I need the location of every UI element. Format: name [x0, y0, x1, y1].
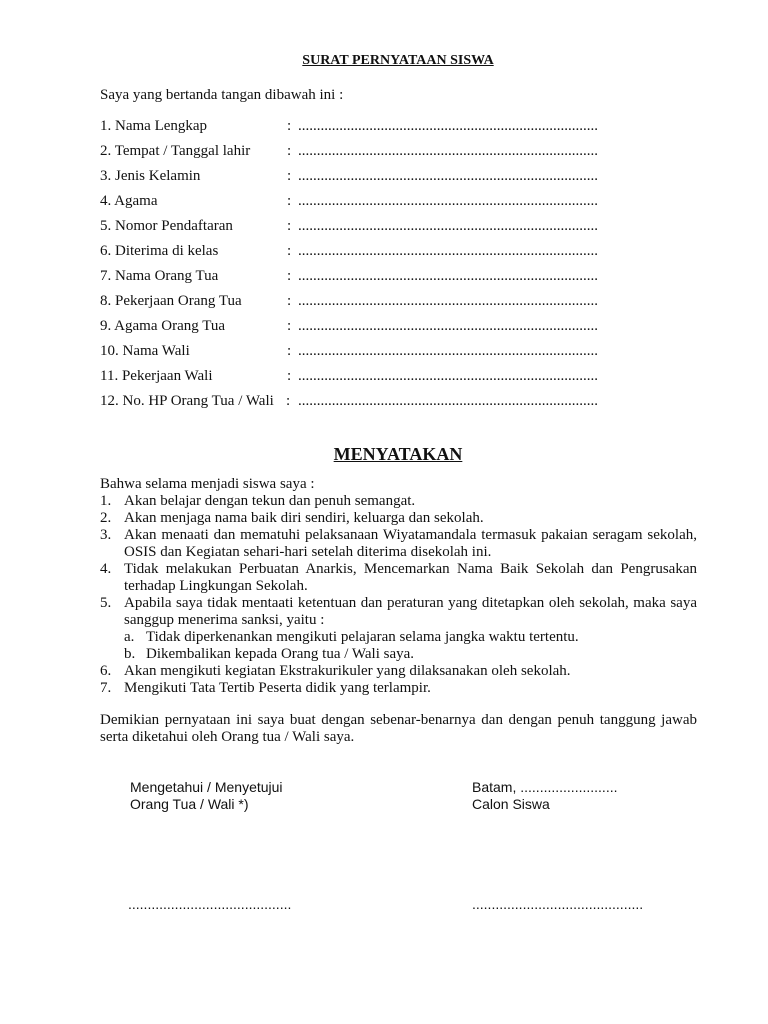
statement-intro: Bahwa selama menjadi siswa saya :	[100, 476, 315, 492]
statement-item	[100, 680, 697, 697]
field-colon: :	[287, 368, 292, 384]
field-label: 3. Jenis Kelamin	[100, 168, 201, 184]
field-colon: :	[286, 393, 291, 409]
item-text: Mengikuti Tata Tertib Peserta didik yang terlampir.	[124, 680, 431, 696]
statement-item	[100, 527, 697, 561]
statement-subitem	[100, 629, 697, 646]
statement-body	[100, 476, 697, 697]
item-number: 7.	[100, 680, 112, 696]
subitem-text: Dikembalikan kepada Orang tua / Wali saya.	[146, 646, 415, 662]
item-number: 6.	[100, 663, 112, 679]
field-colon: :	[287, 268, 292, 284]
statement-item	[100, 561, 697, 595]
field-blank: ................................................................................	[298, 293, 598, 309]
field-blank: ................................................................................	[298, 168, 598, 184]
field-colon: :	[287, 143, 292, 159]
student-label: Calon Siswa	[472, 796, 550, 812]
field-blank: ................................................................................	[298, 143, 598, 159]
field-blank: ................................................................................	[298, 193, 598, 209]
item-text: Tidak melakukan Perbuatan Anarkis, Mencemarkan Nama Baik Sekolah dan Pengrusakan terhadap Lingkungan Sekolah.	[124, 561, 697, 594]
field-blank: ................................................................................	[298, 243, 598, 259]
item-number: 5.	[100, 595, 112, 611]
statement-item	[100, 510, 697, 527]
field-label: 2. Tempat / Tanggal lahir	[100, 143, 251, 159]
field-colon: :	[287, 118, 292, 134]
item-number: 3.	[100, 527, 112, 543]
item-text: Akan menaati dan mematuhi pelaksanaan Wiyatamandala termasuk pakaian seragam sekolah, OSIS dan Kegiatan sehari-hari setelah diterima disekolah ini.	[124, 527, 697, 560]
field-blank: ................................................................................	[298, 318, 598, 334]
field-label: 5. Nomor Pendaftaran	[100, 218, 233, 234]
approval-label: Mengetahui / Menyetujui	[130, 779, 283, 795]
field-colon: :	[287, 193, 292, 209]
field-colon: :	[287, 343, 292, 359]
field-blank: ................................................................................	[298, 218, 598, 234]
field-label: 8. Pekerjaan Orang Tua	[100, 293, 242, 309]
field-colon: :	[287, 243, 292, 259]
student-signature-line: ............................................	[472, 896, 644, 912]
item-number: 2.	[100, 510, 112, 526]
place-date-line: Batam, .........................	[472, 779, 618, 795]
item-text: Akan menjaga nama baik diri sendiri, keluarga dan sekolah.	[124, 510, 484, 526]
closing-paragraph: Demikian pernyataan ini saya buat dengan sebenar-benarnya dan dengan penuh tanggung jawab serta diketahui oleh Orang tua / Wali saya.	[100, 712, 697, 745]
statement-heading: MENYATAKAN	[333, 444, 463, 464]
statement-item	[100, 663, 697, 680]
field-colon: :	[287, 218, 292, 234]
item-text: Akan mengikuti kegiatan Ekstrakurikuler yang dilaksanakan oleh sekolah.	[124, 663, 571, 679]
field-label: 4. Agama	[100, 193, 158, 209]
field-blank: ................................................................................	[298, 393, 598, 409]
field-label: 10. Nama Wali	[100, 343, 190, 359]
field-blank: ................................................................................	[298, 343, 598, 359]
parent-guardian-label: Orang Tua / Wali *)	[130, 796, 249, 812]
intro-text: Saya yang bertanda tangan dibawah ini :	[100, 87, 344, 103]
field-label: 1. Nama Lengkap	[100, 118, 208, 134]
field-blank: ................................................................................	[298, 268, 598, 284]
subitem-letter: b.	[124, 646, 136, 662]
field-blank: ................................................................................	[298, 118, 598, 134]
field-colon: :	[287, 318, 292, 334]
field-blank: ................................................................................	[298, 368, 598, 384]
item-number: 4.	[100, 561, 112, 577]
field-label: 7. Nama Orang Tua	[100, 268, 219, 284]
subitem-letter: a.	[124, 629, 135, 645]
field-label: 6. Diterima di kelas	[100, 243, 219, 259]
statement-item	[100, 493, 697, 510]
field-colon: :	[287, 293, 292, 309]
field-label: 12. No. HP Orang Tua / Wali	[100, 393, 274, 409]
statement-subitem	[100, 646, 697, 663]
document-title: SURAT PERNYATAAN SISWA	[302, 53, 494, 68]
subitem-text: Tidak diperkenankan mengikuti pelajaran selama jangka waktu tertentu.	[146, 629, 579, 645]
item-text: Apabila saya tidak mentaati ketentuan dan peraturan yang ditetapkan oleh sekolah, maka saya sanggup menerima sanksi, yaitu :	[124, 595, 697, 628]
item-number: 1.	[100, 493, 112, 509]
signature-block-parent	[130, 779, 283, 813]
parent-signature-line: ..........................................	[128, 896, 292, 912]
field-colon: :	[287, 168, 292, 184]
field-label: 11. Pekerjaan Wali	[100, 368, 213, 384]
item-text: Akan belajar dengan tekun dan penuh semangat.	[124, 493, 416, 509]
signature-block-student	[472, 779, 617, 813]
statement-item	[100, 595, 697, 629]
field-label: 9. Agama Orang Tua	[100, 318, 225, 334]
